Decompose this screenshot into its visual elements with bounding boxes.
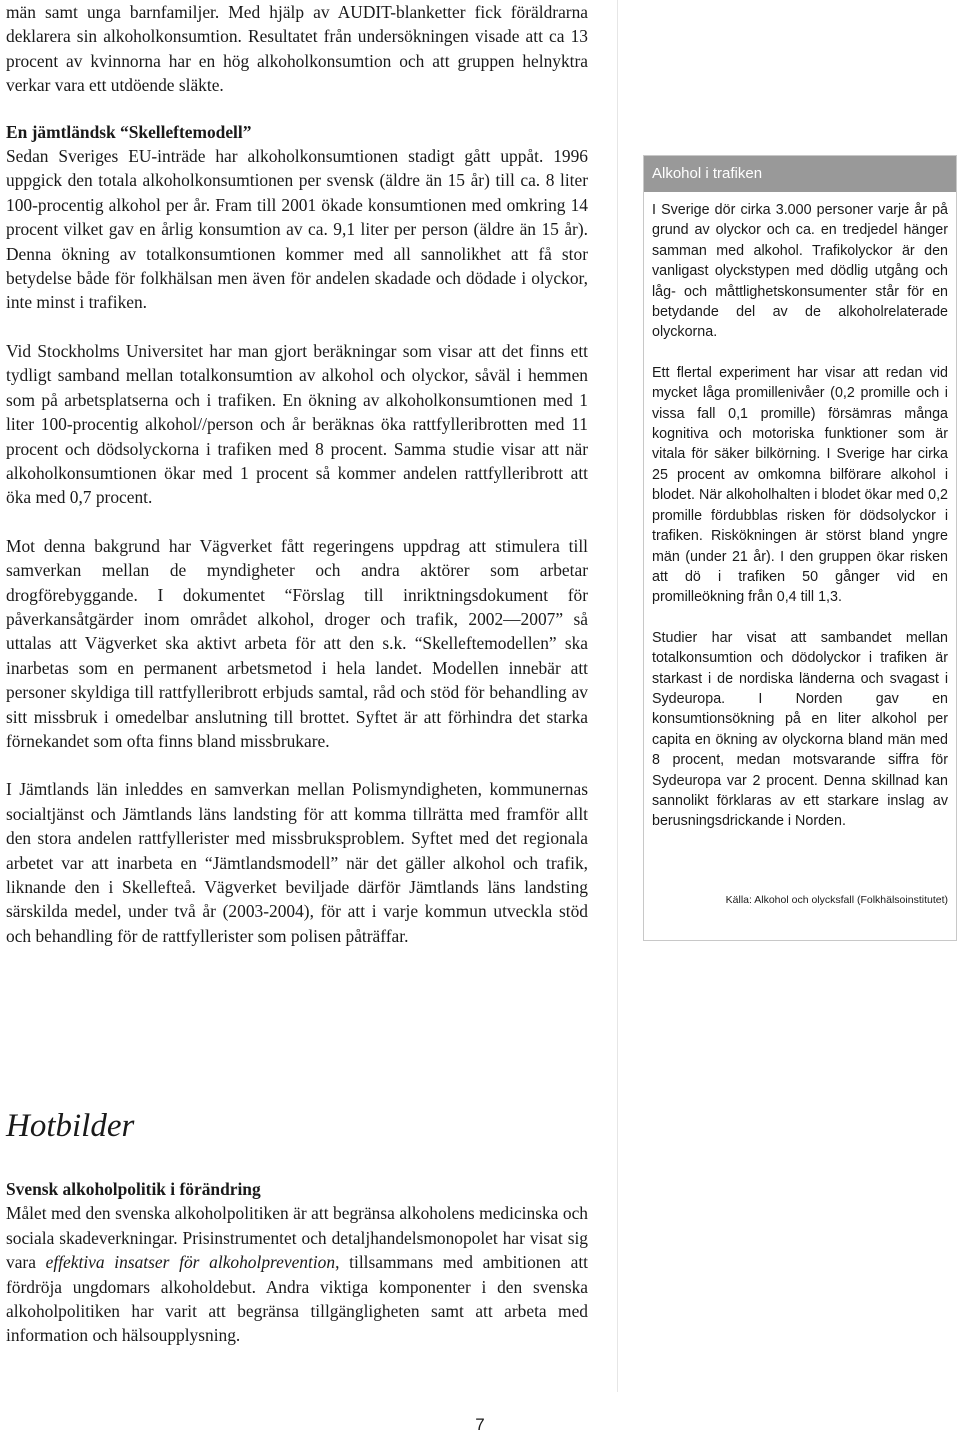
sidebar-box	[643, 155, 957, 941]
sidebar-title: Alkohol i trafiken	[644, 156, 956, 192]
intro-paragraph: män samt unga barnfamiljer. Med hjälp av AUDIT-blanketter fick föräldrarna deklarera sin alkoholkonsumtion. Resultatet från undersökningen visade att ca 13 procent av kvinnorna har en hög alkoholkonsumtion och att gruppen helnyktra verkar vara ett utdöende släkte.	[6, 2, 588, 96]
sidebar-paragraph-3: Studier har visat att sambandet mellan totalkonsumtion och dödolyckor i trafiken är starkast i de nordiska länderna och svagast i Sydeuropa. I Norden gav en konsumtionsökning på en liter alkohol per capita en ökning av olyckorna bland män med 8 procent, medan motsvarande siffra för Sydeuropa var 2 procent. Denna skillnad kan sannolikt förklaras av ett starkare inslag av berusningsdrickande i Norden.	[652, 629, 948, 830]
sidebar-paragraph-2: Ett flertal experiment har visar att redan vid mycket låga promillenivåer (0,2 promille och i vissa fall 0,1 promille) försämras många kognitiva och motoriska funktioner som är vitala för säker bilkörning. I Sverige har cirka 25 procent av omkomna bilförare alkohol i blodet. När alkoholhalten i blodet ökar med 0,2 promille fördubblas risken för dödsolyckor i trafiken. Riskökningen är störst bland yngre män (under 21 år). I den gruppen ökar risken att dö i trafiken 50 gånger vid en promilleökning från 0,4 till 1,3.	[652, 364, 948, 606]
column-divider	[617, 0, 618, 1392]
paragraph-stockholm-study: Vid Stockholms Universitet har man gjort beräkningar som visar att det finns ett tydligt samband mellan totalkonsumtion av alkohol och olyckor, såväl i hemmen som på arbetsplatserna och i trafiken. En ökning av alkoholkonsumtionen med 1 liter 100-procentig alkohol//person och år beräknas öka rattfylleribrotten med 11 procent och dödsolyckorna i trafiken med 8 procent. Samma studie visar att när alkoholkonsumtionen ökar med 1 procent så kommer andelen rattfylleribrott att öka med 0,7 procent.	[6, 340, 588, 508]
sidebar-body	[644, 192, 956, 832]
subheading-alkoholpolitik: Svensk alkoholpolitik i förändring	[6, 1179, 261, 1199]
text-after-emphasis: , tillsammans med ambitionen att fördröja ungdomars alkoholdebut. Andra viktiga komponenter i den svenska alkoholpolitiken har varit att begränsa tillgängligheten samt att arbeta med information och hälsoupplysning.	[6, 1252, 588, 1346]
text-before-emphasis: Målet med den svenska alkoholpolitiken är att begränsa alkoholens medicinska och sociala skadeverkningar. Prisinstrumentet och detaljhandelsmonopolet har visat sig vara	[6, 1203, 588, 1273]
page-number: 7	[475, 1415, 485, 1434]
section-heading-skelleftemodell: En jämtländsk “Skelleftemodell”	[6, 121, 252, 142]
section-title-hotbilder: Hotbilder	[6, 1108, 135, 1144]
hotbilder-block	[6, 1177, 588, 1348]
paragraph-alkoholpolitik	[6, 1201, 588, 1347]
paragraph-vagverket: Mot denna bakgrund har Vägverket fått regeringens uppdrag att stimulera till samverkan mellan de myndigheter och andra aktörer som arbetar drogförebyggande. I dokumentet “Förslag till inriktningsdokument för påverkansåtgärder inom området alkohol, droger och trafik, 2002—2007” så uttalas att Vägverket ska aktivt arbeta för att den s.k. “Skelleftemodellen” ska inarbetas som en permanent arbetsmetod i hela landet. Modellen innebär att personer skyldiga till rattfylleribrott erbjuds samtal, råd och stöd för behandling av sitt missbruk i omedelbar anslutning till brottet. Syftet är att förhindra det starka förnekandet som ofta finns bland missbrukare.	[6, 535, 588, 751]
paragraph-eu-consumption: Sedan Sveriges EU-inträde har alkoholkonsumtionen stadigt gått uppåt. 1996 uppgick den totala alkoholkonsumtionen per svensk (äldre än 15 år) till ca. 8 liter 100-procentig alkohol per år. Fram till 2001 ökade konsumtionen med omkring 14 procent vilket gav en årlig konsumtion av ca. 9,1 liter per person (äldre än 15 år). Denna ökning av totalkonsumtionen kommer med all sannolikhet att få stor betydelse både för folkhälsan men även för andelen skadade och dödade i olyckor, inte minst i trafiken.	[6, 146, 588, 313]
sidebar-source: Källa: Alkohol och olycksfall (Folkhälsoinstitutet)	[725, 894, 948, 906]
sidebar-paragraph-1: I Sverige dör cirka 3.000 personer varje år på grund av olyckor och ca. en tredjedel hänger samman med alkohol. Trafikolyckor är den vanligast olyckstypen med dödlig utgång och låg- och måttlighetskonsumenter står för en betydande del av de alkoholrelaterade olyckorna.	[652, 202, 948, 341]
main-column	[6, 0, 588, 948]
emphasis-text: effektiva insatser för alkoholprevention	[45, 1252, 336, 1273]
paragraph-jamtland: I Jämtlands län inleddes en samverkan mellan Polismyndigheten, kommunernas socialtjänst och Jämtlands läns landsting för att komma tillrätta med framför allt den stora andelen rattfyllerister med missbruksproblem. Syftet med det regionala arbetet var att inarbeta en “Jämtlandsmodell” när det gäller alkohol och trafik, liknande den i Skellefteå. Vägverket beviljade därför Jämtlands läns landsting särskilda medel, under två år (2003-2004), för att i varje kommun utveckla stöd och behandling för de rattfyllerister som polisen påträffar.	[6, 779, 588, 946]
